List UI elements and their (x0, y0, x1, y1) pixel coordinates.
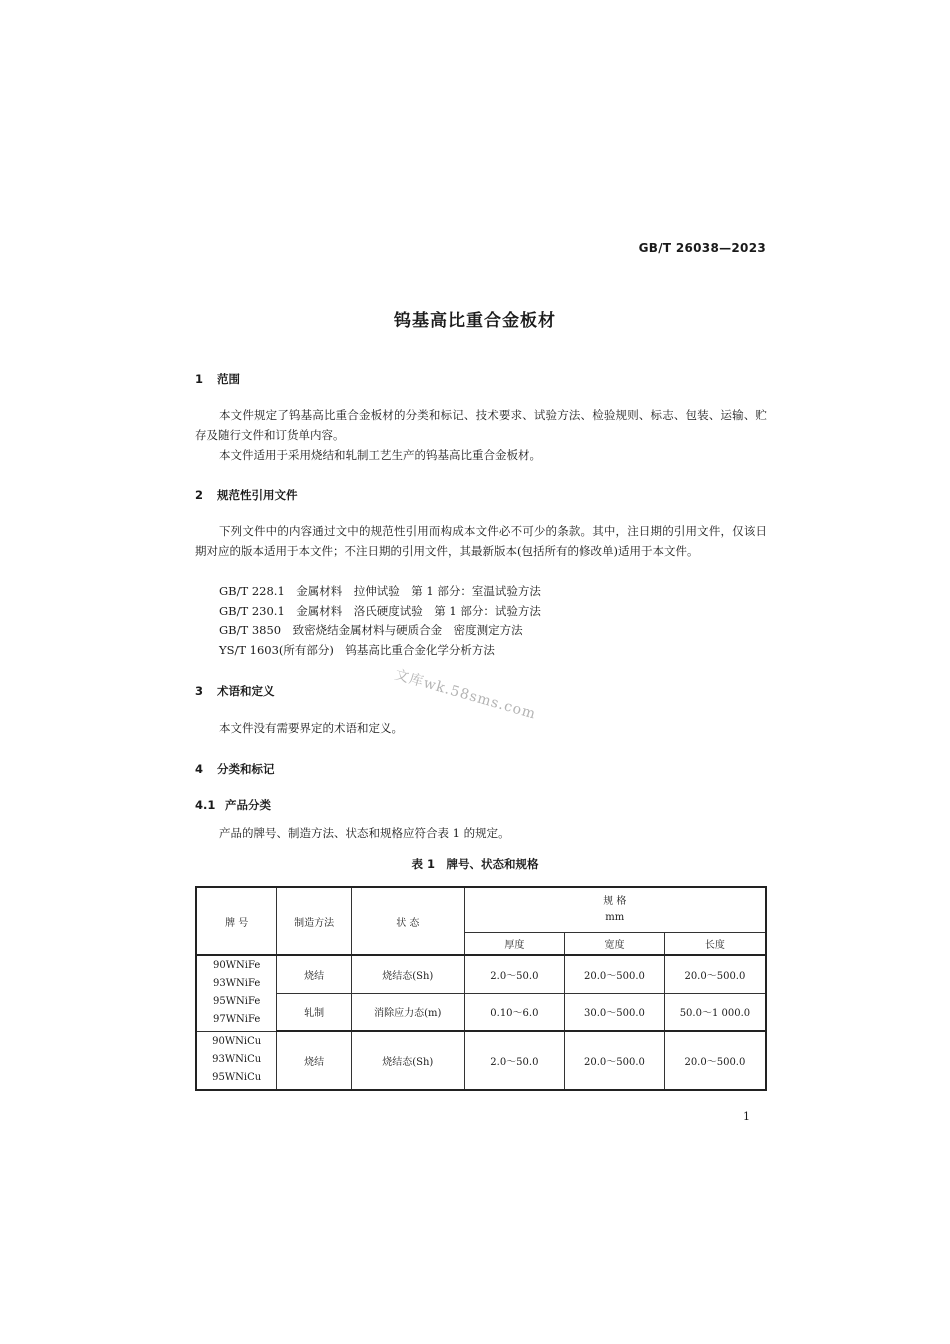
grade: 90WNiCu (212, 1036, 262, 1048)
section-number: 3 (195, 684, 204, 698)
table-cell-state: 烧结态(Sh) (352, 955, 465, 993)
document-title: 钨基高比重合金板材 (394, 311, 556, 331)
grade-group-1 (196, 955, 277, 1031)
section-2-paragraph: 下列文件中的内容通过文中的规范性引用而构成本文件必不可少的条款。其中，注日期的引用文件，仅该日期对应的版本适用于本文件；不注日期的引用文件，其最新版本(包括所有的修改单)适用于本文件。 (195, 524, 767, 558)
table-cell-thickness: 2.0～50.0 (464, 955, 565, 993)
table-cell-width: 30.0～500.0 (565, 993, 665, 1031)
header-thickness: 厚度 (464, 932, 565, 955)
normative-reference: GB/T 3850 致密烧结金属材料与硬质合金 密度测定方法 (219, 623, 523, 637)
table-cell-method: 轧制 (277, 993, 352, 1031)
table-cell-length: 20.0～500.0 (664, 1031, 766, 1090)
grade: 90WNiFe (213, 960, 261, 972)
section-number: 1 (195, 372, 204, 386)
section-4-1-heading (195, 797, 271, 813)
header-length: 长度 (664, 932, 766, 955)
grade-group-2 (196, 1031, 277, 1090)
table-cell-method: 烧结 (277, 955, 352, 993)
section-title: 规范性引用文件 (217, 488, 298, 502)
header-spec-unit: mm (605, 911, 625, 923)
table-cell-state: 烧结态(Sh) (352, 1031, 465, 1090)
table-cell-thickness: 0.10～6.0 (464, 993, 565, 1031)
section-4-heading (195, 761, 275, 777)
spec-table (195, 886, 767, 1091)
grade: 93WNiCu (212, 1054, 262, 1066)
standard-number: GB/T 26038—2023 (638, 241, 766, 255)
normative-reference: GB/T 230.1 金属材料 洛氏硬度试验 第 1 部分：试验方法 (219, 604, 541, 618)
table-cell-length: 50.0～1 000.0 (664, 993, 766, 1031)
grade: 97WNiFe (213, 1014, 261, 1026)
section-1-heading (195, 371, 240, 387)
section-number: 2 (195, 488, 204, 502)
table-cell-width: 20.0～500.0 (565, 955, 665, 993)
section-3-heading (195, 683, 275, 699)
header-spec (464, 887, 766, 932)
header-grade: 牌 号 (196, 887, 277, 955)
table-cell-thickness: 2.0～50.0 (464, 1031, 565, 1090)
header-spec-label: 规 格 (603, 895, 627, 907)
section-2-heading (195, 487, 298, 503)
section-1-paragraph-1: 本文件规定了钨基高比重合金板材的分类和标记、技术要求、试验方法、检验规则、标志、包装、运输、贮存及随行文件和订货单内容。 (195, 408, 767, 442)
section-number: 4.1 (195, 798, 216, 812)
header-width: 宽度 (565, 932, 665, 955)
grade: 95WNiCu (212, 1072, 262, 1084)
page-number: 1 (743, 1110, 750, 1123)
table-caption: 表 1 牌号、状态和规格 (411, 857, 539, 871)
section-number: 4 (195, 762, 204, 776)
table-cell-length: 20.0～500.0 (664, 955, 766, 993)
section-title: 分类和标记 (217, 762, 275, 776)
section-3-paragraph: 本文件没有需要界定的术语和定义。 (219, 721, 403, 735)
section-1-paragraph-2: 本文件适用于采用烧结和轧制工艺生产的钨基高比重合金板材。 (219, 448, 541, 462)
header-state: 状 态 (352, 887, 465, 955)
watermark: 文库wk.58sms.com (392, 666, 538, 723)
section-title: 术语和定义 (217, 684, 275, 698)
table-cell-method: 烧结 (277, 1031, 352, 1090)
normative-reference: GB/T 228.1 金属材料 拉伸试验 第 1 部分：室温试验方法 (219, 584, 541, 598)
grade: 93WNiFe (213, 978, 261, 990)
normative-reference: YS/T 1603(所有部分) 钨基高比重合金化学分析方法 (219, 643, 495, 657)
header-method: 制造方法 (277, 887, 352, 955)
table-cell-state: 消除应力态(m) (352, 993, 465, 1031)
section-4-1-paragraph: 产品的牌号、制造方法、状态和规格应符合表 1 的规定。 (219, 826, 510, 840)
grade: 95WNiFe (213, 996, 261, 1008)
section-title: 产品分类 (225, 798, 271, 812)
section-title: 范围 (217, 372, 240, 386)
table-cell-width: 20.0～500.0 (565, 1031, 665, 1090)
